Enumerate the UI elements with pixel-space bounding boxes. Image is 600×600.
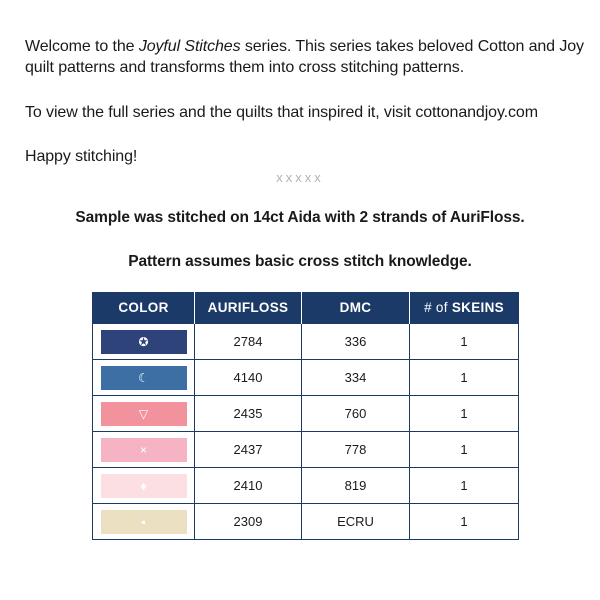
table-row xyxy=(93,396,519,432)
table-row xyxy=(93,324,519,360)
skeins-cell: 1 xyxy=(410,504,519,540)
stitch-symbol-icon: ▪ xyxy=(141,514,146,529)
series-name: Joyful Stitches xyxy=(138,38,241,55)
table-row xyxy=(93,468,519,504)
dmc-cell: ECRU xyxy=(302,504,410,540)
dmc-cell: 760 xyxy=(302,396,410,432)
knowledge-note: Pattern assumes basic cross stitch knowledge. xyxy=(128,253,472,270)
skeins-cell: 1 xyxy=(410,396,519,432)
color-cell xyxy=(93,360,195,396)
color-cell xyxy=(93,504,195,540)
skeins-cell: 1 xyxy=(410,468,519,504)
aurifloss-cell: 4140 xyxy=(195,360,302,396)
floss-table xyxy=(92,292,519,540)
color-swatch xyxy=(101,474,187,498)
dmc-cell: 336 xyxy=(302,324,410,360)
welcome-paragraph xyxy=(25,36,595,78)
stitch-symbol-icon: × xyxy=(139,442,147,457)
color-cell xyxy=(93,396,195,432)
color-swatch xyxy=(101,402,187,426)
color-swatch xyxy=(101,438,187,462)
color-swatch xyxy=(101,366,187,390)
table-row xyxy=(93,360,519,396)
header-skeins xyxy=(410,292,519,324)
aurifloss-cell: 2309 xyxy=(195,504,302,540)
stitch-symbol-icon: ☾ xyxy=(138,370,149,385)
header-dmc: DMC xyxy=(302,292,410,324)
header-color: COLOR xyxy=(93,292,195,324)
stitch-symbol-icon: ♦ xyxy=(140,478,147,493)
color-cell xyxy=(93,324,195,360)
dmc-cell: 819 xyxy=(302,468,410,504)
sample-note: Sample was stitched on 14ct Aida with 2 strands of AuriFloss. xyxy=(75,209,525,226)
color-swatch xyxy=(101,330,187,354)
color-swatch xyxy=(101,510,187,534)
aurifloss-cell: 2410 xyxy=(195,468,302,504)
skeins-cell: 1 xyxy=(410,324,519,360)
welcome-suffix: series. This series takes beloved Cotton and Joy quilt patterns and transforms them into cross stitching patterns. xyxy=(25,38,584,76)
stitch-symbol-icon: ▽ xyxy=(138,406,149,421)
signoff-paragraph: Happy stitching! xyxy=(25,148,138,165)
visit-paragraph: To view the full series and the quilts that inspired it, visit cottonandjoy.com xyxy=(25,104,538,121)
header-skeins-label: SKEINS xyxy=(451,300,504,315)
table-row xyxy=(93,432,519,468)
table-row xyxy=(93,504,519,540)
cross-stitch-divider: xxxxx xyxy=(276,170,324,185)
welcome-prefix: Welcome to the xyxy=(25,38,139,55)
color-cell xyxy=(93,432,195,468)
aurifloss-cell: 2435 xyxy=(195,396,302,432)
skeins-cell: 1 xyxy=(410,360,519,396)
skeins-cell: 1 xyxy=(410,432,519,468)
table-header-row xyxy=(93,292,519,324)
dmc-cell: 778 xyxy=(302,432,410,468)
aurifloss-cell: 2784 xyxy=(195,324,302,360)
aurifloss-cell: 2437 xyxy=(195,432,302,468)
dmc-cell: 334 xyxy=(302,360,410,396)
header-aurifloss: AURIFLOSS xyxy=(195,292,302,324)
header-skeins-prefix: # of xyxy=(424,300,448,315)
stitch-symbol-icon: ✪ xyxy=(138,334,149,349)
color-cell xyxy=(93,468,195,504)
